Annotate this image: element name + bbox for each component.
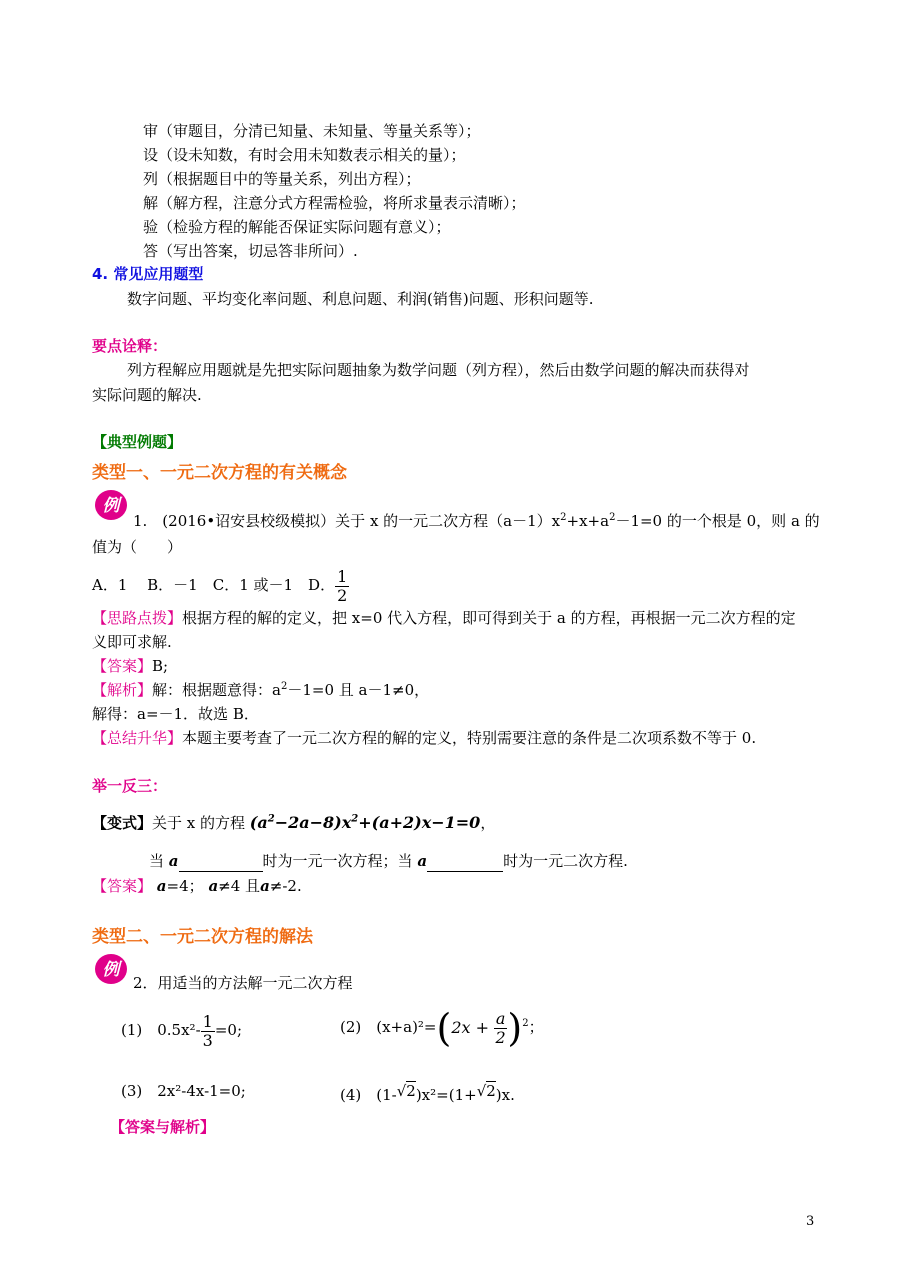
variant-line1: 【变式】关于 x 的方程 $(a^2-2a-8)x^2+(a+2)x-1=0$， xyxy=(92,813,496,832)
example-badge-icon xyxy=(94,489,130,521)
analysis1-line2: 解得：a=－1．故选 B． xyxy=(92,705,259,723)
svg-text:例: 例 xyxy=(102,496,120,516)
problem-3: (3) 2x²-4x-1=0; xyxy=(121,1082,246,1100)
step-answer: 答（写出答案，切忌答非所问）. xyxy=(143,242,358,260)
fraction-a-over-2: $\frac{a}{2}$ xyxy=(495,1008,506,1047)
step-solve: 解（解方程，注意分式方程需检验，将所求量表示清晰）； xyxy=(143,194,526,212)
section4-title: 4. 常见应用题型 xyxy=(92,265,204,283)
step-review: 审（审题目，分清已知量、未知量、等量关系等）； xyxy=(143,122,481,140)
example-badge-icon-2 xyxy=(94,953,130,985)
practice-title: 举一反三： xyxy=(92,777,168,795)
sqrt-symbol: √2 xyxy=(396,1082,416,1100)
hint-line1: 【思路点拨】根据方程的解的定义，把 x=0 代入方程，即可得到关于 a 的方程，再根据一元二次方程的定 xyxy=(92,609,796,627)
step-list: 列（根据题目中的等量关系，列出方程）； xyxy=(143,170,421,188)
blank-2 xyxy=(427,851,503,872)
question1-line2: 值为（ ） xyxy=(92,538,183,556)
question2: 2．用适当的方法解一元二次方程 xyxy=(133,974,353,992)
type1-title: 类型一、一元二次方程的有关概念 xyxy=(92,463,347,483)
problem-1: (1) 0.5x²- $\frac{1}{3}$ =0; xyxy=(121,1011,243,1050)
variant-equation: $(a^2-2a-8)x^2+(a+2)x-1=0$ xyxy=(249,813,481,832)
summary1: 【总结升华】本题主要考查了一元二次方程的解的定义，特别需要注意的条件是二次项系数不等于 0. xyxy=(92,729,757,747)
problem-2: (2) (x+a)²=(2x + $\frac{a}{2}$ )$^2$； xyxy=(340,1006,544,1050)
fraction-one-half: $\frac{1}{2}$ xyxy=(337,566,348,605)
problem-4: (4) (1-√2)x²=(1+√2)x. xyxy=(340,1082,515,1104)
step-verify: 验（检验方程的解能否保证实际问题有意义）； xyxy=(143,218,451,236)
blank-1 xyxy=(179,851,263,872)
typical-examples-heading: 【典型例题】 xyxy=(92,433,183,451)
variant-line2: 当 a 时为一元一次方程；当 a 时为一元二次方程. xyxy=(149,852,628,870)
svg-text:例: 例 xyxy=(102,960,120,980)
key-points-title: 要点诠释： xyxy=(92,337,168,355)
variant-answer: 【答案】 a=4； a≠4 且a≠-2. xyxy=(92,877,302,895)
hint-line2: 义即可求解. xyxy=(92,633,172,651)
question1-choices: A．1 B．－1 C．1 或－1 D． $\frac{1}{2}$ xyxy=(92,566,348,605)
fraction-one-third: $\frac{1}{3}$ xyxy=(202,1011,213,1050)
sqrt-symbol: √2 xyxy=(476,1082,496,1100)
key-points-line1: 列方程解应用题就是先把实际问题抽象为数学问题（列方程），然后由数学问题的解决而获得对 xyxy=(127,361,750,379)
key-points-line2: 实际问题的解决. xyxy=(92,386,202,404)
answer-analysis-label: 【答案与解析】 xyxy=(110,1118,216,1136)
analysis1-line1: 【解析】解：根据题意得：$a^2-1=0$ 且 a－1≠0， xyxy=(92,681,430,699)
answer1: 【答案】B; xyxy=(92,657,169,675)
type2-title: 类型二、一元二次方程的解法 xyxy=(92,927,313,947)
step-set: 设（设未知数，有时会用未知数表示相关的量）； xyxy=(143,146,466,164)
question1-line1: 1. (2016•诏安县校级模拟）关于 x 的一元二次方程$(a-1)x^2+x+a^2-1=0$ 的一个根是 0，则 a 的 xyxy=(133,512,820,530)
section4-content: 数字问题、平均变化率问题、利息问题、利润(销售)问题、形积问题等. xyxy=(127,290,594,308)
page-number: 3 xyxy=(806,1214,815,1229)
